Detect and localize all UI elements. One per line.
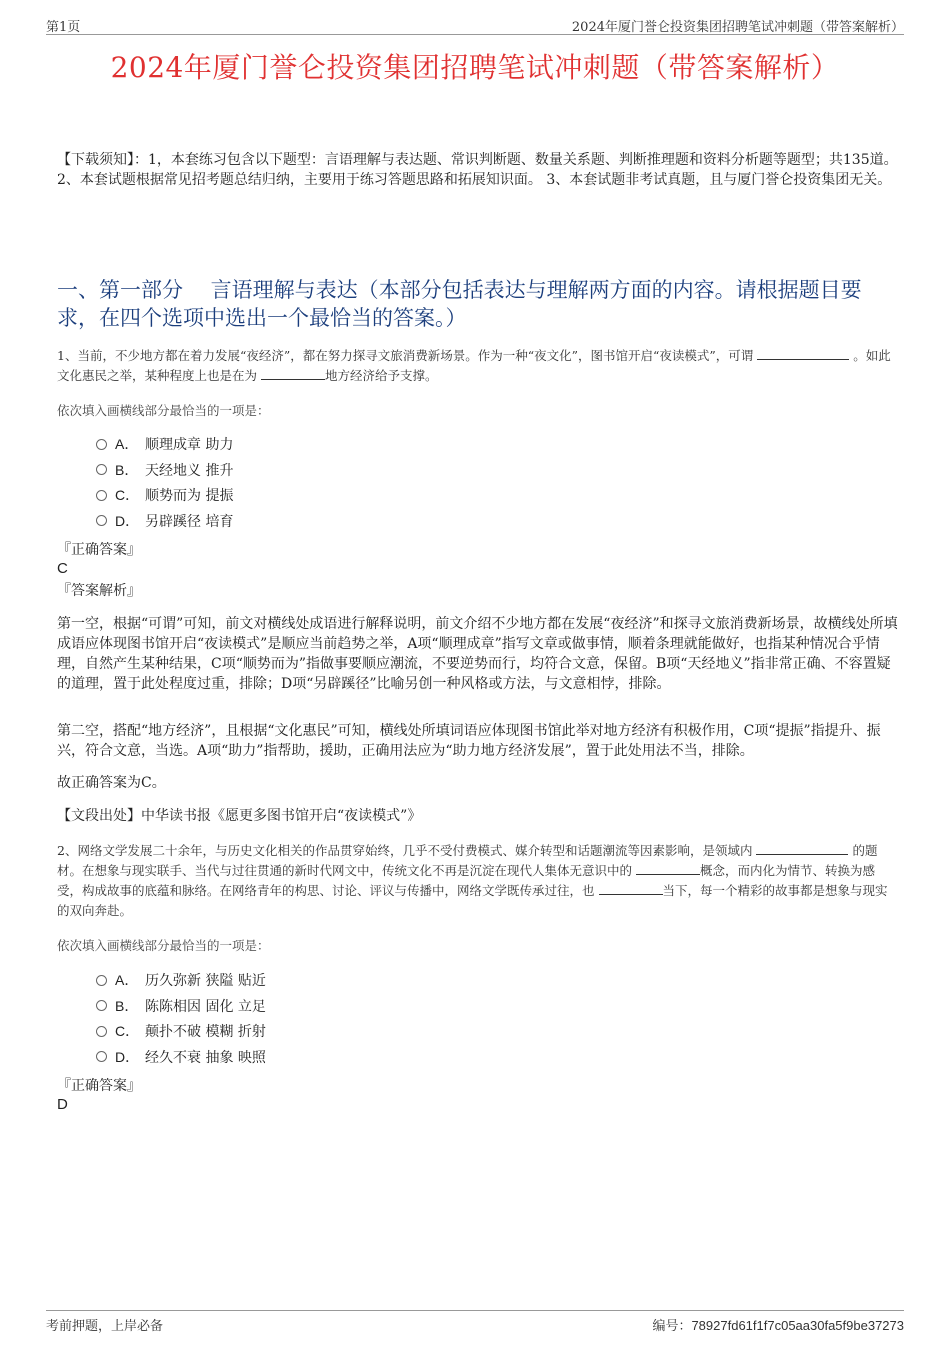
q2-answer: D [57, 1096, 68, 1113]
q1-option-a[interactable]: A． 顺理成章 助力 [96, 432, 233, 458]
radio-icon[interactable] [96, 1026, 107, 1037]
q2-blank-1 [756, 842, 848, 855]
q1-option-d[interactable]: D． 另辟蹊径 培育 [96, 509, 233, 535]
q2-text-a: 2、网络文学发展二十余年，与历史文化相关的作品贯穿始终，几乎不受付费模式、媒介转型和话题潮流等因素影响，是领域内 [57, 843, 753, 858]
radio-icon[interactable] [96, 975, 107, 986]
page-header [46, 14, 904, 35]
q1-blank-1 [757, 347, 849, 360]
q1-text-c: 地方经济给予支撑。 [325, 368, 438, 383]
q2-option-a[interactable]: A． 历久弥新 狭隘 贴近 [96, 968, 266, 994]
q2-option-c[interactable]: C． 颠扑不破 模糊 折射 [96, 1019, 266, 1045]
q2-answer-label: 『正确答案』 [57, 1078, 141, 1094]
q2-text-b: 的题材。在想象与现实联手、当代与过往贯通的新时代网文中，传统文化不再是沉淀在现代人集体无意识中的 [57, 843, 878, 878]
radio-icon[interactable] [96, 515, 107, 526]
question-2-stem [57, 841, 899, 921]
q2-blank-3 [599, 882, 663, 895]
q1-text-a: 1、当前，不少地方都在着力发展“夜经济”，都在努力探寻文旅消费新场景。作为一种“夜文化”，图书馆开启“夜读模式”，可谓 [57, 348, 754, 363]
page-number: 第1页 [46, 20, 81, 35]
footer-doc-id: 编号：78927fd61f1f7c05aa30fa5f9be37273 [652, 1318, 904, 1333]
q2-option-b[interactable]: B． 陈陈相因 固化 立足 [96, 994, 266, 1020]
document-title: 2024年厦门誉仑投资集团招聘笔试冲刺题（带答案解析） [110, 51, 840, 84]
q1-source: 【文段出处】中华读书报《愿更多图书馆开启“夜读模式”》 [57, 808, 422, 824]
q2-text-c: 概念，而内化为情节、转换为感受，构成故事的底蕴和脉络。在网络青年的构思、讨论、评议与传播中，网络文学既传承过往，也 [57, 863, 876, 898]
radio-icon[interactable] [96, 439, 107, 450]
q2-text-d: 当下，每一个精彩的故事都是想象与现实的双向奔赴。 [57, 883, 888, 918]
q2-instruction: 依次填入画横线部分最恰当的一项是： [57, 938, 270, 953]
radio-icon[interactable] [96, 464, 107, 475]
header-doc-title: 2024年厦门誉仑投资集团招聘笔试冲刺题（带答案解析） [571, 20, 904, 35]
q1-option-c[interactable]: C． 顺势而为 提振 [96, 483, 233, 509]
section-heading: 一、第一部分 言语理解与表达（本部分包括表达与理解两方面的内容。请根据题目要求，在四个选项中选出一个最恰当的答案。） [57, 278, 862, 330]
q1-analysis-paragraph-2: 第二空，搭配“地方经济”，且根据“文化惠民”可知，横线处所填词语应体现图书馆此举对地方经济有积极作用，C项“提振”指提升、振兴，符合文意，当选。A项“助力”指帮助，援助，正确用法应为“助力地方经济发展”，置于此处用法不当，排除。 [57, 723, 881, 759]
q2-option-d[interactable]: D． 经久不衰 抽象 映照 [96, 1045, 266, 1071]
question-1-stem [57, 346, 899, 386]
q1-analysis-paragraph-1: 第一空，根据“可谓”可知，前文对横线处成语进行解释说明，前文介绍不少地方都在发展“夜经济”和探寻文旅消费新场景，故横线处所填成语应体现图书馆开启“夜读模式”是顺应当前趋势之举，A项“顺理成章”指写文章或做事情，顺着条理就能做好，也指某种情况合乎情理，自然产生某种结果，C项“顺势而为”指做事要顺应潮流，不要逆势而行，均符合文意，保留。B项“天经地义”指非常正确、不容置疑的道理，置于此处程度过重，排除；D项“另辟蹊径”比喻另创一种风格或方法，与文意相悖，排除。 [57, 616, 898, 692]
q2-blank-2 [636, 862, 700, 875]
q1-blank-2 [261, 367, 325, 380]
q1-text-b: 。如此文化惠民之举，某种程度上也是在为 [57, 348, 891, 383]
page-footer [46, 1310, 904, 1334]
q1-option-b[interactable]: B． 天经地义 推升 [96, 458, 233, 484]
q1-analysis-conclusion: 故正确答案为C。 [57, 775, 166, 791]
q1-options [96, 432, 233, 534]
q1-analysis-label: 『答案解析』 [57, 583, 141, 599]
radio-icon[interactable] [96, 1000, 107, 1011]
q1-answer: C [57, 560, 68, 577]
q2-options [96, 968, 266, 1070]
q1-instruction: 依次填入画横线部分最恰当的一项是： [57, 403, 270, 418]
q1-answer-label: 『正确答案』 [57, 542, 141, 558]
footer-slogan: 考前押题，上岸必备 [46, 1319, 164, 1334]
radio-icon[interactable] [96, 1051, 107, 1062]
download-notice: 【下载须知】：1，本套练习包含以下题型：言语理解与表达题、常识判断题、数量关系题、判断推理题和资料分析题等题型；共135道。 2、本套试题根据常见招考题总结归纳，主要用于练习答题思路和拓展知识面。 3、本套试题非考试真题，且与厦门誉仑投资集团无关。 [57, 152, 898, 188]
radio-icon[interactable] [96, 490, 107, 501]
